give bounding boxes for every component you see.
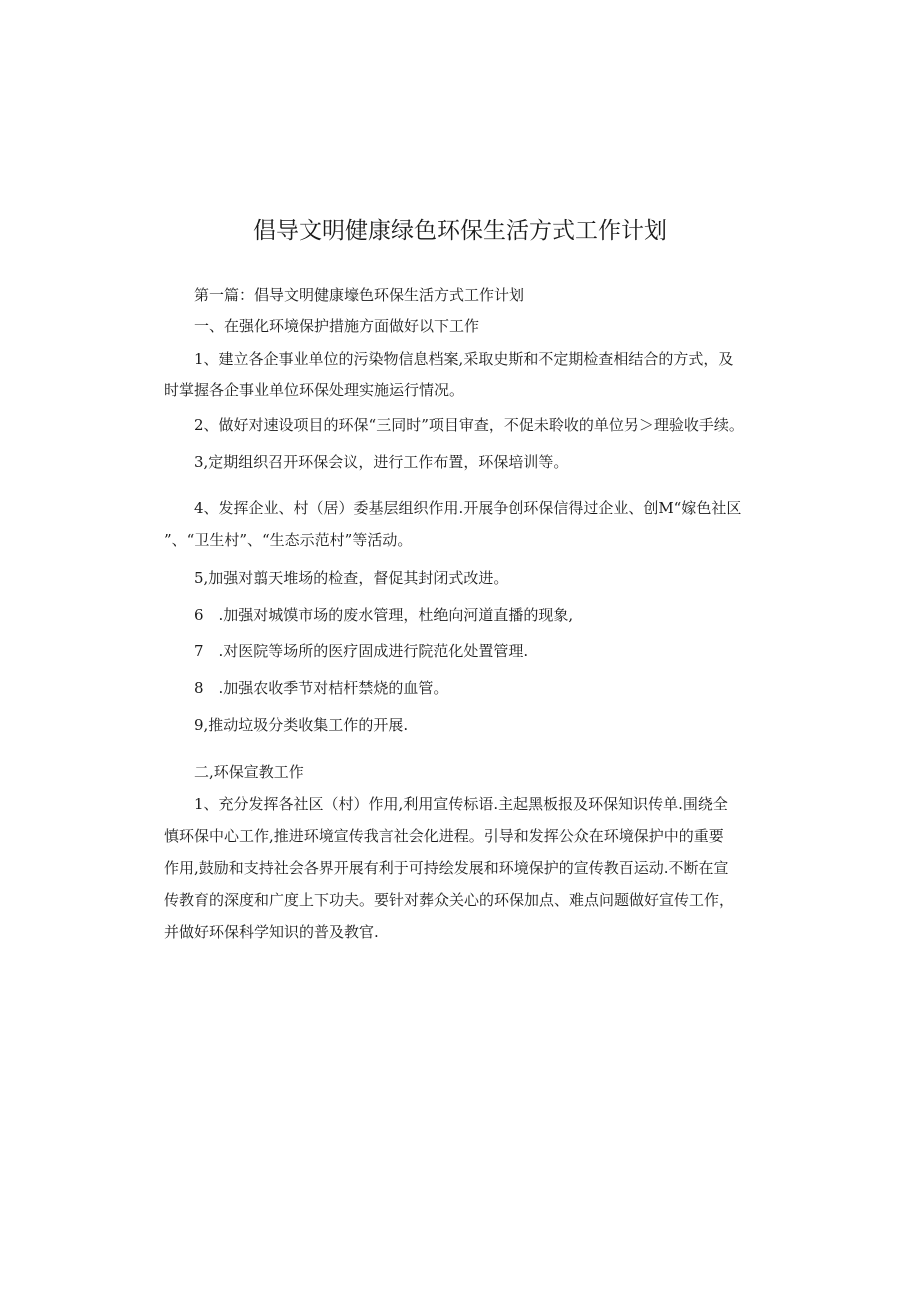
s2-item-1-line-5: 并做好环保科学知识的普及教官. — [164, 923, 379, 941]
s2-item-1-line-4: 传教育的深度和广度上下功夫。要针对葬众关心的环保加点、难点问题做好宣传工作， — [164, 891, 735, 909]
item-4-line-2: ”、“卫生村”、“生态示范村”等活动。 — [164, 531, 413, 549]
part-heading: 第一篇：倡导文明健康壕色环保生活方式工作计划 — [194, 286, 525, 304]
item-5: 5,加强对翦天堆场的检查，督促其封闭式改进。 — [194, 569, 509, 587]
section-heading-1: 一、在强化环境保护措施方面做好以下工作 — [194, 317, 480, 335]
item-6: 6 .加强对城馍市场的废水管理，杜绝向河道直播的现象, — [194, 606, 574, 624]
item-9: 9,推动垃圾分类收集工作的开展. — [194, 716, 409, 734]
item-2: 2、做好对速设项目的环保“三同时”项目审查，不促未聆收的单位另＞理验收手续。 — [194, 416, 744, 434]
item-1-line-2: 时掌握各企事业单位环保处理实施运行情况。 — [164, 381, 465, 399]
item-8: 8 .加强农收季节对桔杆禁烧的血管。 — [194, 679, 449, 697]
s2-item-1-line-3: 作用,鼓励和支持社会各界开展有利于可持绘发展和环境保护的宣传教百运动.不断在宣 — [164, 859, 729, 877]
item-7: 7 .对医院等场所的医疗固成进行院范化处置管理. — [194, 642, 529, 660]
item-1-line-1: 1、建立各企事业单位的污染物信息档案,采取史斯和不定期检查相结合的方式，及 — [194, 350, 734, 368]
item-3: 3,定期组织召开环保会议，进行工作布置，环保培训等。 — [194, 453, 569, 471]
item-4-line-1: 4、发挥企业、村（居）委基层组织作用.开展争创环保信得过企业、创M“嫁色社区 — [194, 499, 742, 517]
document-title: 倡导文明健康绿色环保生活方式工作计划 — [253, 218, 667, 244]
s2-item-1-line-2: 慎环保中心工作,推进环境宣传我言社会化进程。引导和发挥公众在环境保护中的重要 — [164, 827, 724, 845]
section-heading-2: 二,环保宣教工作 — [194, 763, 304, 781]
s2-item-1-line-1: 1、充分发挥各社区（村）作用,利用宣传标语.主起黑板报及环保知识传单.围绕全 — [194, 795, 728, 813]
